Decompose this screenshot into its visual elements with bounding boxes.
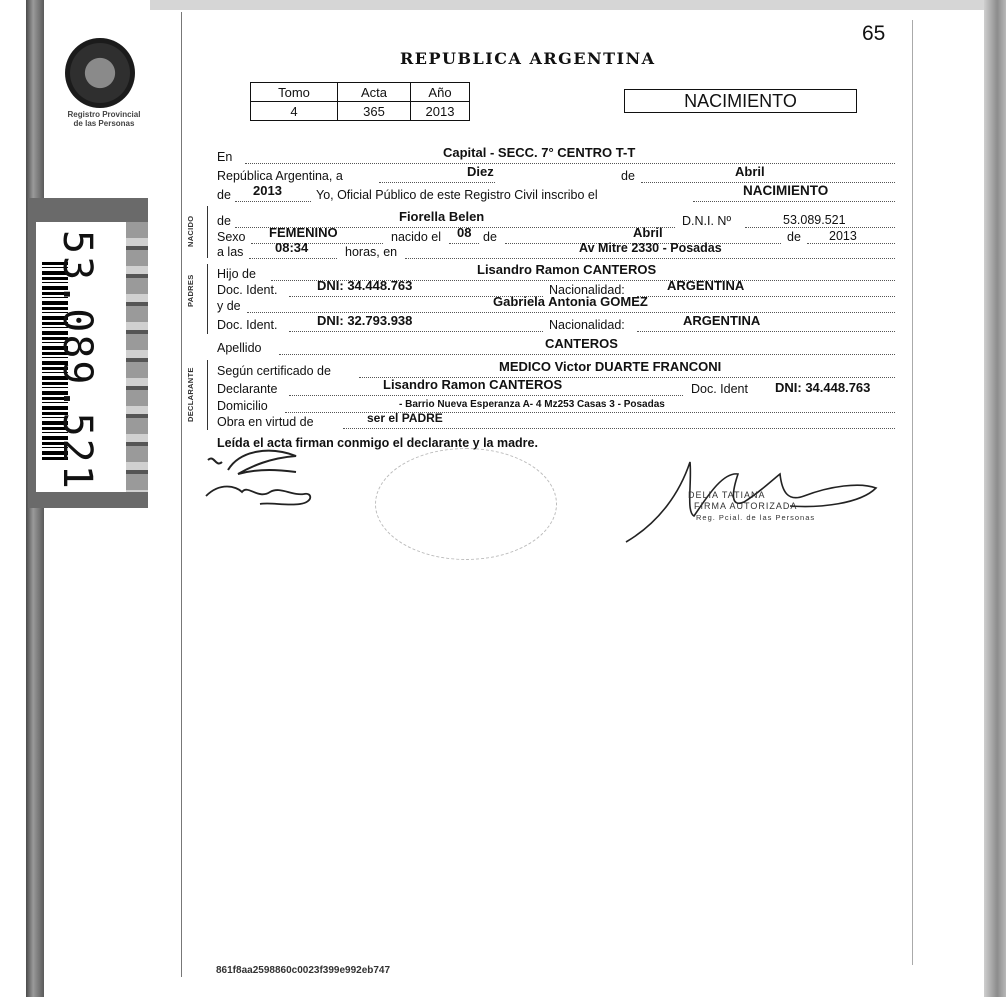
form-row-inscribo — [217, 183, 897, 203]
domicilio-label: Domicilio — [217, 399, 268, 413]
nac-mes: Abril — [633, 225, 663, 240]
doc2-value: DNI: 32.793.938 — [317, 313, 413, 328]
margin-line — [181, 12, 182, 977]
form-row-hora — [217, 240, 897, 260]
nac-dia: 08 — [457, 225, 472, 240]
side-label-padres: PADRES — [186, 274, 195, 308]
horas-label: horas, en — [345, 245, 398, 259]
scan-right-edge — [984, 0, 1006, 997]
anio-value-text: 2013 — [253, 183, 282, 198]
right-margin-line — [912, 20, 913, 965]
anio-value: 2013 — [411, 102, 470, 121]
official-stamp-seal — [375, 448, 557, 560]
sexo-label: Sexo — [217, 230, 246, 244]
declarante-label: Declarante — [217, 382, 278, 396]
form-row-domicilio — [217, 398, 897, 414]
form-row-doc2 — [217, 313, 897, 333]
dni-label: D.N.I. Nº — [682, 214, 732, 228]
doc1-value: DNI: 34.448.763 — [317, 278, 413, 293]
acta-value: 365 — [338, 102, 411, 121]
barcode-number: 53.089.521 — [54, 230, 100, 491]
bracket-padres — [207, 264, 208, 334]
hijo-label: Hijo de — [217, 267, 256, 281]
tomo-value: 4 — [251, 102, 338, 121]
nacido-label: nacido el — [391, 230, 442, 244]
side-label-nacido: NACIDO — [186, 215, 195, 247]
record-type-box: NACIMIENTO — [624, 89, 857, 113]
bracket-nacido — [207, 206, 208, 258]
form-row-madre — [217, 294, 897, 314]
hora-value: 08:34 — [275, 240, 309, 255]
form-row-fecha — [217, 164, 897, 184]
en-label: En — [217, 150, 233, 164]
anio-header: Año — [411, 83, 470, 102]
dotted-line — [245, 162, 895, 164]
registry-table — [250, 82, 470, 121]
de5-label: de — [787, 230, 801, 244]
form-row-sexo — [217, 225, 897, 245]
de4-label: de — [483, 230, 497, 244]
dotted-line — [693, 200, 895, 202]
registry-seal-caption: Registro Provincial de las Personas — [67, 110, 141, 128]
mes-value: Abril — [735, 164, 765, 179]
strip-edge — [126, 222, 148, 492]
sexo-value: FEMENINO — [269, 225, 338, 240]
nombre-value: Fiorella Belen — [399, 209, 485, 224]
page-title: REPUBLICA ARGENTINA — [400, 49, 656, 68]
inscribo-value: NACIMIENTO — [743, 183, 829, 198]
alas-label: a las — [217, 245, 244, 259]
dotted-line — [249, 257, 337, 259]
obra-label: Obra en virtud de — [217, 415, 314, 429]
yde-label: y de — [217, 299, 241, 313]
registry-seal-logo — [65, 38, 135, 108]
rep-label: República Argentina, a — [217, 169, 343, 183]
form-row-obra — [217, 411, 897, 430]
dotted-line — [637, 295, 895, 297]
madre-value: Gabriela Antonia GOMEZ — [493, 294, 648, 309]
domicilio-value: - Barrio Nueva Esperanza A- 4 Mz253 Casas 3 - Posadas — [399, 399, 665, 410]
signature-declarante — [200, 448, 330, 514]
docd-label: Doc. Ident — [691, 382, 748, 396]
form-row-apellido — [217, 336, 897, 356]
page-number: 65 — [862, 22, 886, 45]
dotted-line — [279, 353, 895, 355]
nac2-value: ARGENTINA — [683, 313, 761, 328]
obra-value: ser el PADRE — [367, 411, 443, 425]
scan-top-edge — [0, 0, 1006, 10]
apellido-value: CANTEROS — [545, 336, 618, 351]
nac-anio: 2013 — [829, 229, 857, 243]
form-row-declarante — [217, 377, 897, 397]
docd-value: DNI: 34.448.763 — [775, 380, 871, 395]
apellido-label: Apellido — [217, 341, 262, 355]
segun-label: Según certificado de — [217, 364, 331, 378]
dotted-line — [343, 427, 895, 429]
segun-value: MEDICO Victor DUARTE FRANCONI — [499, 359, 722, 374]
nac2-label: Nacionalidad: — [549, 318, 625, 332]
closing-statement: Leída el acta firman conmigo el declarante y la madre. — [217, 436, 538, 450]
doc1-label: Doc. Ident. — [217, 283, 278, 297]
en-value: Capital - SECC. 7° CENTRO T-T — [443, 145, 636, 160]
tomo-header: Tomo — [251, 83, 338, 102]
padre-value: Lisandro Ramon CANTEROS — [477, 262, 657, 277]
de-label: de — [621, 169, 635, 183]
de3-label: de — [217, 214, 231, 228]
bracket-declarante — [207, 360, 208, 430]
document-hash: 861f8aa2598860c0023f399e992eb747 — [216, 965, 391, 976]
dotted-line — [637, 330, 895, 332]
official-stamp-text: DELIA TATIANA FIRMA AUTORIZADA Reg. Pcial. de las Personas — [688, 490, 816, 522]
dotted-line — [235, 200, 311, 202]
nac1-label: Nacionalidad: — [549, 283, 625, 297]
dni-value: 53.089.521 — [783, 213, 846, 227]
dotted-line — [379, 181, 495, 183]
dotted-line — [289, 330, 543, 332]
dia-value: Diez — [467, 164, 494, 179]
nac1-value: ARGENTINA — [667, 278, 745, 293]
dotted-line — [405, 257, 895, 259]
dotted-line — [289, 394, 683, 396]
declarante-value: Lisandro Ramon CANTEROS — [383, 377, 563, 392]
doc2-label: Doc. Ident. — [217, 318, 278, 332]
form-row-en — [217, 145, 897, 165]
lugar-value: Av Mitre 2330 - Posadas — [579, 241, 722, 255]
acta-header: Acta — [338, 83, 411, 102]
de2-label: de — [217, 188, 231, 202]
yo-text: Yo, Oficial Público de este Registro Civil inscribo el — [316, 188, 598, 202]
side-label-declarante: DECLARANTE — [186, 367, 195, 423]
